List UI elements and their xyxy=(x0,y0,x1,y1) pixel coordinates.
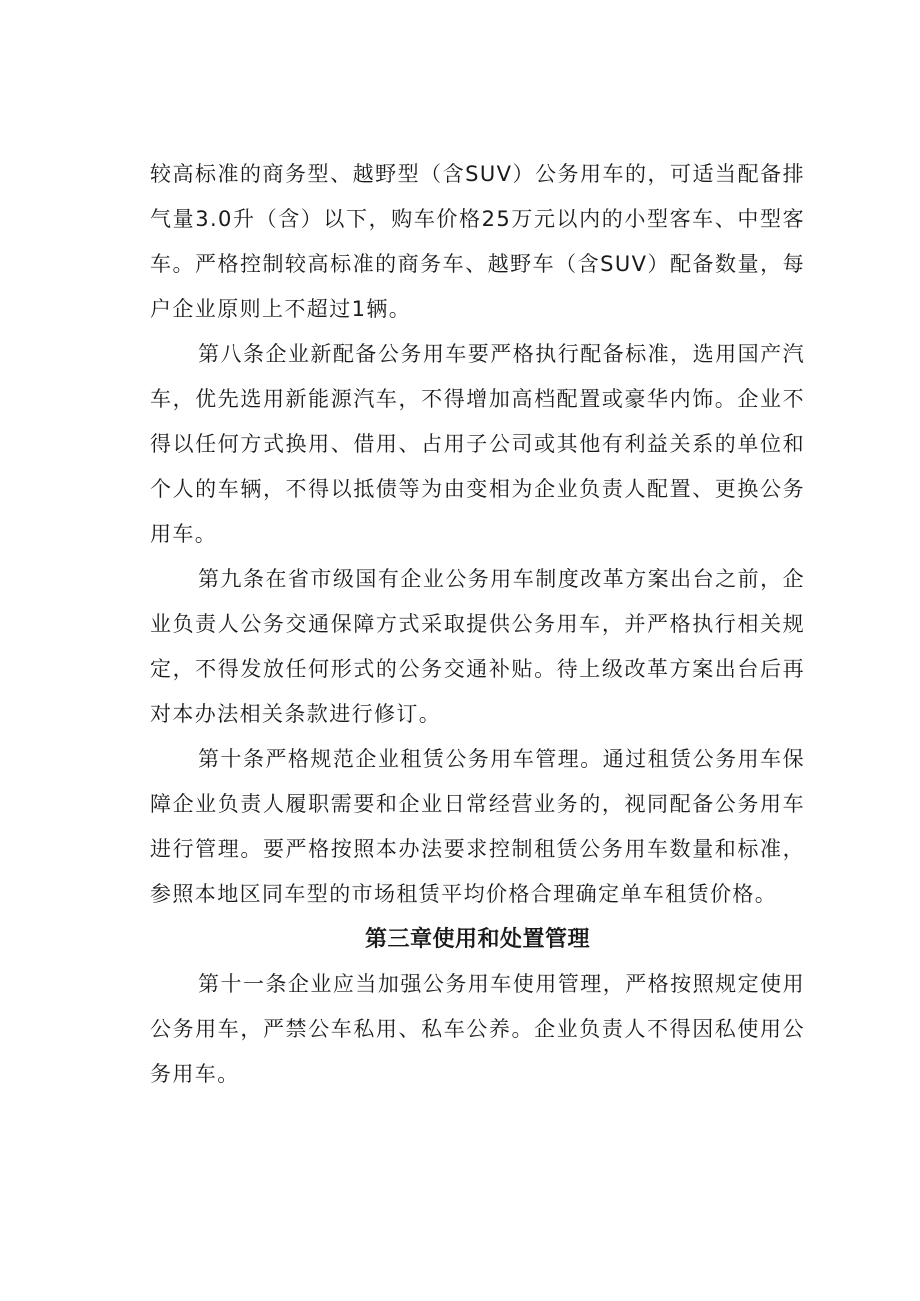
paragraph-article-9: 第九条在省市级国有企业公务用车制度改革方案出台之前，企业负责人公务交通保障方式采取提供公务用车，并严格执行相关规定，不得发放任何形式的公务交通补贴。待上级改革方案出台后再对本办法相关条款进行修订。 xyxy=(150,567,805,726)
paragraph-article-8: 第八条企业新配备公务用车要严格执行配备标准，选用国产汽车，优先选用新能源汽车，不得增加高档配置或豪华内饰。企业不得以任何方式换用、借用、占用子公司或其他有利益关系的单位和个人的车辆，不得以抵债等为由变相为企业负责人配置、更换公务用车。 xyxy=(150,342,805,546)
paragraph-article-10: 第十条严格规范企业租赁公务用车管理。通过租赁公务用车保障企业负责人履职需要和企业日常经营业务的，视同配备公务用车进行管理。要严格按照本办法要求控制租赁公务用车数量和标准，参照本地区同车型的市场租赁平均价格合理确定单车租赁价格。 xyxy=(150,747,805,906)
paragraph-continuation: 较高标准的商务型、越野型（含SUV）公务用车的，可适当配备排气量3.0升（含）以下，购车价格25万元以内的小型客车、中型客车。严格控制较高标准的商务车、越野车（含SUV）配备数量，每户企业原则上不超过1辆。 xyxy=(150,162,805,321)
chapter-heading: 第三章使用和处置管理 xyxy=(364,927,590,952)
paragraph-article-11: 第十一条企业应当加强公务用车使用管理，严格按照规定使用公务用车，严禁公车私用、私车公养。企业负责人不得因私使用公务用车。 xyxy=(150,972,805,1086)
document-body xyxy=(150,152,805,1097)
